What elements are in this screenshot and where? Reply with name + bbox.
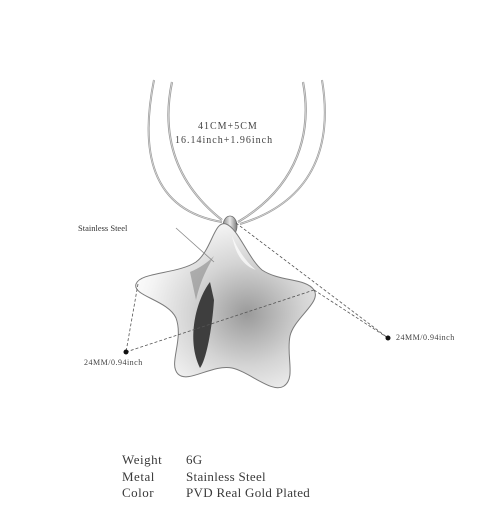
spec-value: Stainless Steel [186,468,266,484]
spec-value: 6G [186,452,203,467]
chain-length-cm: 41CM+5CM [198,121,258,132]
chain-length-inch: 16.14inch+1.96inch [175,135,274,146]
material-callout: Stainless Steel [78,223,128,233]
spec-label: Weight [122,452,163,467]
dimension-dot-right [386,336,391,341]
dimension-dot-left [124,350,129,355]
spec-table [122,452,310,502]
height-dimension: 24MM/0.94inch [84,358,143,367]
spec-row-metal [122,469,310,486]
chain [149,80,325,224]
spec-label: Metal [122,468,155,484]
spec-label: Color [122,485,155,500]
star-pendant [136,224,316,388]
width-dimension: 24MM/0.94inch [396,333,455,342]
spec-row-weight [122,452,310,469]
spec-value: PVD Real Gold Plated [186,485,311,500]
spec-row-color [122,485,310,502]
